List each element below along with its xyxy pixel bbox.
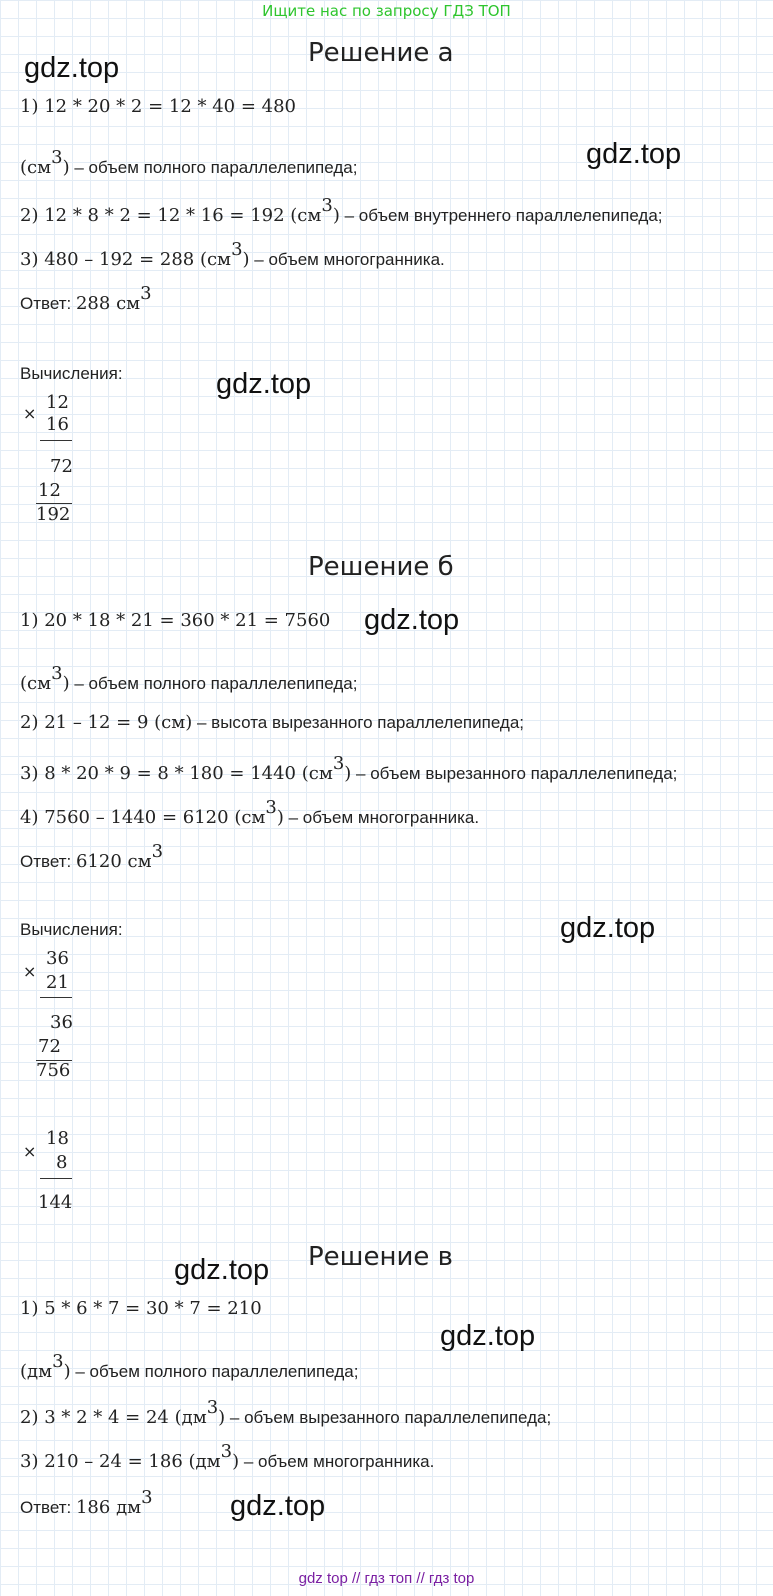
- calc-result: 756: [36, 1060, 71, 1081]
- watermark: gdz.top: [230, 1490, 326, 1522]
- calc-row: 72: [50, 456, 73, 477]
- watermark: gdz.top: [364, 604, 460, 636]
- calc-row: 12: [38, 480, 61, 501]
- solution-a-step-2: 2) 12 * 8 * 2 = 12 * 16 = 192 $(см^3)$ – объем внутреннего параллелепипеда;: [20, 195, 663, 226]
- calc-rule: [40, 440, 72, 441]
- watermark: gdz.top: [174, 1254, 270, 1286]
- heading-solution-c: Решение в: [308, 1242, 453, 1272]
- solution-a-answer: Ответ: 288 $см^3$: [20, 283, 152, 314]
- solution-c-answer: Ответ: 186 $дм^3$: [20, 1487, 153, 1518]
- watermark: gdz.top: [440, 1320, 536, 1352]
- calc-row: 36: [46, 948, 69, 969]
- solution-b-step-3: 3) 8 * 20 * 9 = 8 * 180 = 1440 $(см^3)$ – объем вырезанного параллелепипеда;: [20, 753, 678, 784]
- calc-row: 72: [38, 1036, 61, 1057]
- multiply-sign: ×: [23, 962, 37, 981]
- heading-solution-a: Решение а: [308, 38, 454, 68]
- watermark: gdz.top: [586, 138, 682, 170]
- multiply-sign: ×: [23, 404, 37, 423]
- solution-c-step-3: 3) 210 – 24 = 186 $(дм^3)$ – объем многогранника.: [20, 1441, 435, 1472]
- calculations-label: Вычисления:: [20, 920, 123, 939]
- calculations-label: Вычисления:: [20, 364, 123, 383]
- solution-b-step-4: 4) 7560 – 1440 = 6120 $(см^3)$ – объем многогранника.: [20, 797, 480, 828]
- solution-c-step-1-unit: $(дм^3)$ – объем полного параллелепипеда;: [20, 1351, 359, 1382]
- solution-b-step-1-unit: $(см^3)$ – объем полного параллелепипеда;: [20, 663, 358, 694]
- footer-links[interactable]: gdz top // гдз топ // гдз top: [298, 1570, 475, 1587]
- calc-row: 21: [46, 972, 69, 993]
- watermark: gdz.top: [24, 52, 120, 84]
- calc-row: 16: [46, 414, 69, 435]
- solution-b-answer: Ответ: 6120 $см^3$: [20, 841, 164, 872]
- calc-row: 8: [56, 1152, 68, 1173]
- multiply-sign: ×: [23, 1142, 37, 1161]
- calc-rule: [40, 997, 72, 998]
- calc-row: 18: [46, 1128, 69, 1149]
- solution-c-step-2: 2) 3 * 2 * 4 = 24 $(дм^3)$ – объем вырезанного параллелепипеда;: [20, 1397, 552, 1428]
- solution-a-step-1-unit: $(см^3)$ – объем полного параллелепипеда;: [20, 147, 358, 178]
- solution-b-step-1: 1) 20 * 18 * 21 = 360 * 21 = 7560: [20, 610, 331, 631]
- calc-rule: [40, 1178, 72, 1179]
- search-banner: Ищите нас по запросу ГДЗ ТОП: [262, 2, 511, 20]
- calc-result: 144: [38, 1192, 73, 1213]
- watermark: gdz.top: [216, 368, 312, 400]
- heading-solution-b: Решение б: [308, 552, 454, 582]
- solution-a-step-3: 3) 480 – 192 = 288 $(см^3)$ – объем многогранника.: [20, 239, 445, 270]
- solution-a-step-1: 1) 12 * 20 * 2 = 12 * 40 = 480: [20, 96, 297, 117]
- solution-b-step-2: 2) 21 – 12 = 9 (см) – высота вырезанного параллелепипеда;: [20, 712, 525, 733]
- watermark: gdz.top: [560, 912, 656, 944]
- calc-row: 12: [46, 392, 69, 413]
- calc-row: 36: [50, 1012, 73, 1033]
- calc-result: 192: [36, 504, 71, 525]
- solution-c-step-1: 1) 5 * 6 * 7 = 30 * 7 = 210: [20, 1298, 262, 1319]
